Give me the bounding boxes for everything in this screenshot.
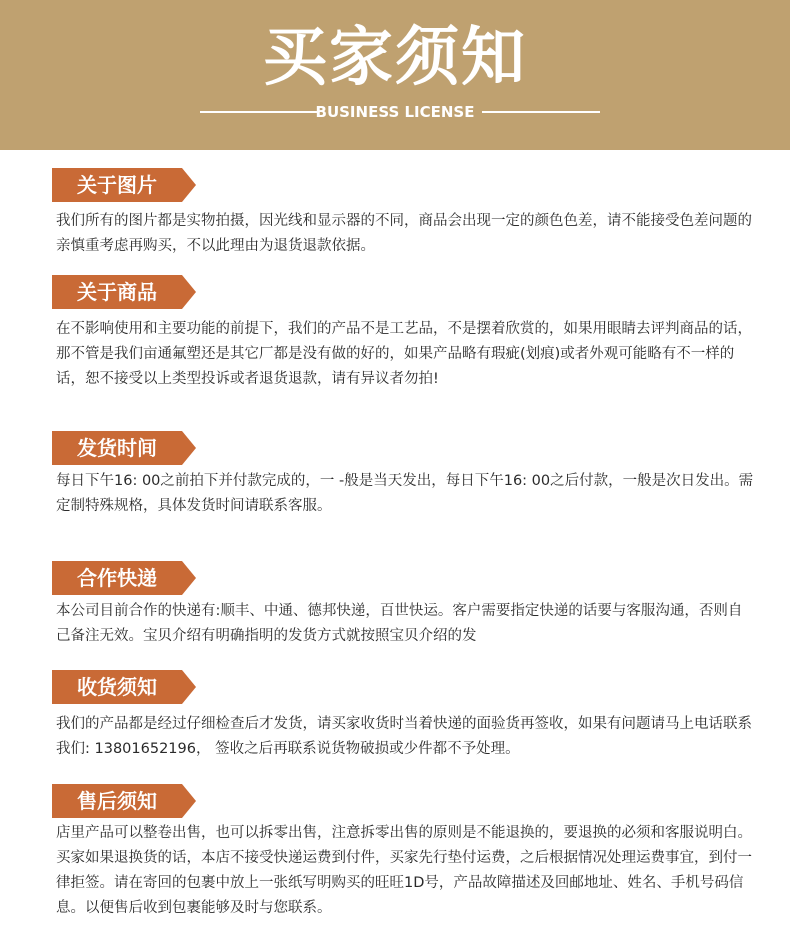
section-tag bbox=[52, 670, 196, 704]
section-text: 在不影响使用和主要功能的前提下，我们的产品不是工艺品，不是摆着欣赏的，如果用眼睛去评判商品的话，那不管是我们亩通氟塑还是其它厂都是没有做的好的，如果产品略有瑕疵(划痕)或者外观可能略有不一样的话，恕不接受以上类型投诉或者退货退款，请有异议者勿拍! bbox=[56, 321, 752, 387]
header-subtitle: BUSINESS LICENSE bbox=[315, 103, 475, 121]
section-text: 店里产品可以整卷出售，也可以拆零出售，注意拆零出售的原则是不能退换的，要退换的必须和客服说明白。买家如果退换货的话，本店不接受快递运费到付件，买家先行垫付运费，之后根据情况处理运费事宜，到付一律拒签。请在寄回的包裹中放上一张纸写明购买的旺旺1D号，产品故障描述及回邮地址、姓名、手机号码信息。以便售后收到包裹能够及时与您联系。 bbox=[56, 825, 752, 916]
page-title: 买家须知 bbox=[263, 21, 527, 95]
tag-arrow-icon bbox=[182, 784, 196, 818]
tag-arrow-icon bbox=[182, 275, 196, 309]
section-tag bbox=[52, 168, 196, 202]
section-tag bbox=[52, 431, 196, 465]
header-divider-right bbox=[482, 111, 600, 113]
section-tag bbox=[52, 784, 196, 818]
section-title: 关于商品 bbox=[77, 280, 157, 304]
section-text: 我们所有的图片都是实物拍摄，因光线和显示器的不同，商品会出现一定的颜色色差，请不能接受色差问题的亲慎重考虑再购买，不以此理由为退货退款依据。 bbox=[56, 213, 752, 254]
section-text: 本公司目前合作的快递有:顺丰、中通、德邦快递，百世快运。客户需要指定快递的话要与客服沟通，否则自己备注无效。宝贝介绍有明确指明的发货方式就按照宝贝介绍的发 bbox=[56, 603, 743, 644]
section-text: 我们的产品都是经过仔细检查后才发货，请买家收货时当着快递的面验货再签收，如果有问题请马上电话联系我们: 13801652196， 签收之后再联系说货物破损或少件都不予处理。 bbox=[56, 716, 752, 757]
section-title: 关于图片 bbox=[77, 173, 157, 197]
tag-arrow-icon bbox=[182, 670, 196, 704]
tag-arrow-icon bbox=[182, 168, 196, 202]
header-banner bbox=[0, 0, 790, 150]
section-title: 合作快递 bbox=[77, 566, 157, 590]
section-text: 每日下午16: 00之前拍下并付款完成的，一 -般是当天发出，每日下午16: 00之后付款，一般是次日发出。需定制特殊规格，具体发货时间请联系客服。 bbox=[56, 473, 754, 514]
tag-arrow-icon bbox=[182, 431, 196, 465]
section-title: 发货时间 bbox=[77, 436, 157, 460]
section-title: 收货须知 bbox=[77, 675, 157, 699]
section-tag bbox=[52, 561, 196, 595]
tag-arrow-icon bbox=[182, 561, 196, 595]
section-tag bbox=[52, 275, 196, 309]
section-title: 售后须知 bbox=[77, 789, 157, 813]
